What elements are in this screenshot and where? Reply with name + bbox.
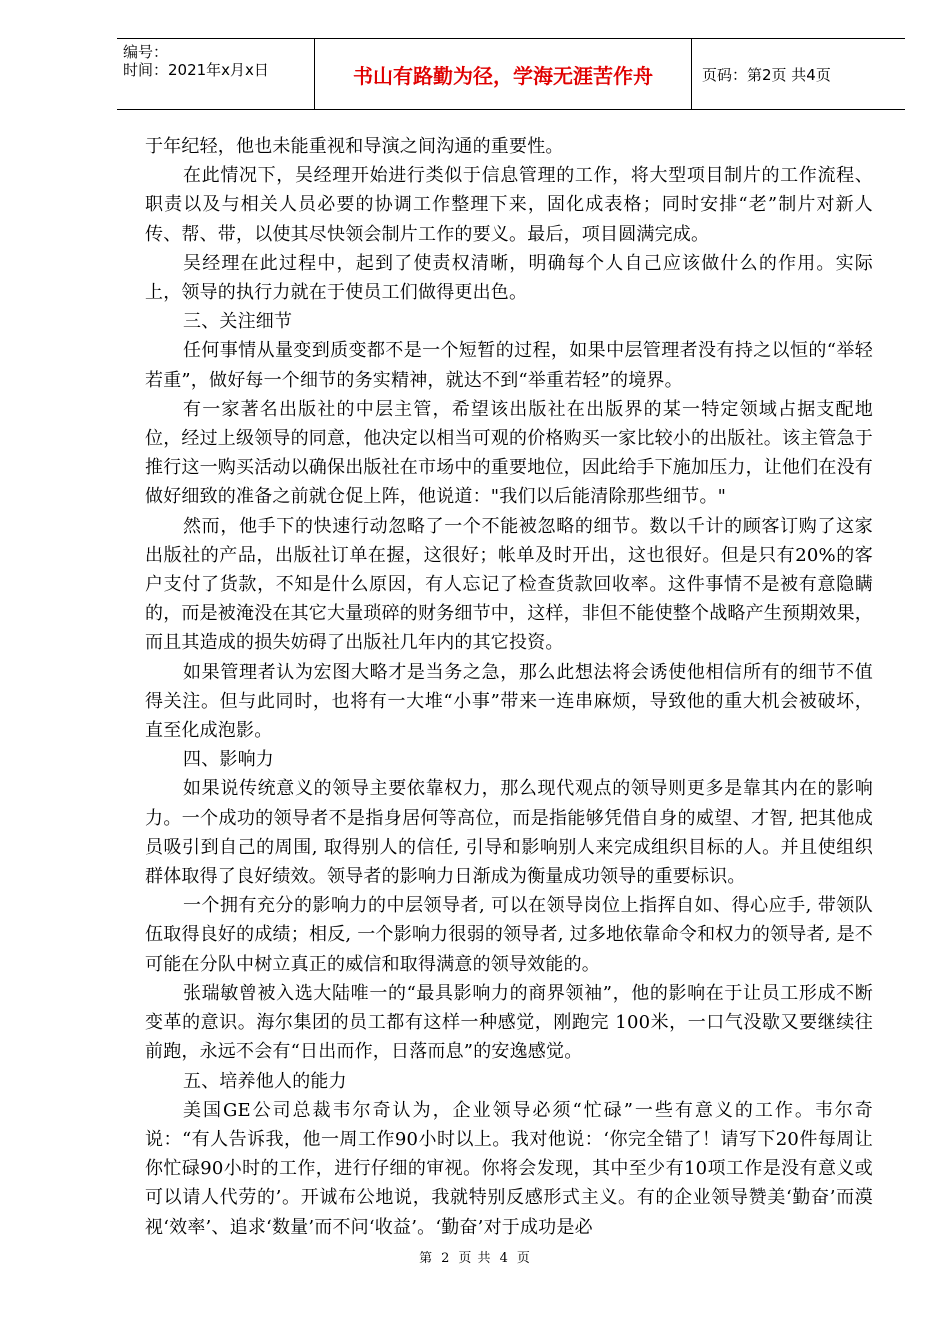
- footer-page-prefix: 第: [419, 1251, 434, 1266]
- footer-page-number: 2: [441, 1251, 451, 1266]
- paragraph: 张瑞敏曾被入选大陆唯一的“最具影响力的商界领袖”，他的影响在于让员工形成不断变革的意识。海尔集团的员工都有这样一种感觉，刚跑完 100米，一口气没歇又要继续往前跑，永远不会有“日出而作，日落而息”的安逸感觉。: [145, 982, 873, 1063]
- paragraph: 有一家著名出版社的中层主管，希望该出版社在出版界的某一特定领域占据支配地位，经过上级领导的同意，他决定以相当可观的价格购买一家比较小的出版社。该主管急于推行这一购买活动以确保出版社在市场中的重要地位，因此给手下施加压力，让他们在没有做好细致的准备之前就仓促上阵，他说道："我们以后能清除那些细节。": [145, 398, 873, 508]
- paragraph: 然而，他手下的快速行动忽略了一个不能被忽略的细节。数以千计的顾客订购了这家出版社的产品，出版社订单在握，这很好；帐单及时开出，这也很好。但是只有20%的客户支付了货款，不知是什么原因，有人忘记了检查货款回收率。这件事情不是被有意隐瞒的，而是被淹没在其它大量琐碎的财务细节中，这样，非但不能使整个战略产生预期效果，而且其造成的损失妨碍了出版社几年内的其它投资。: [145, 515, 873, 654]
- header-motto: 书山有路勤为径，学海无涯苦作舟: [315, 39, 692, 109]
- page-footer: [0, 1247, 950, 1266]
- page-header: [117, 38, 905, 110]
- document-number-label: 编号：: [123, 43, 169, 61]
- header-page-info: 页码：第2页 共4页: [702, 65, 831, 84]
- paragraph: 于年纪轻，他也未能重视和导演之间沟通的重要性。: [145, 136, 564, 157]
- paragraph: 美国GE公司总裁韦尔奇认为，企业领导必须“忙碌”一些有意义的工作。韦尔奇说：“有人告诉我，他一周工作90小时以上。我对他说：‘你完全错了！请写下20件每周让你忙碌90小时的工作，进行仔细的审视。你将会发现，其中至少有10项工作是没有意义或可以请人代劳的’。开诚布公地说，我就特别反感形式主义。有的企业领导赞美‘勤奋’而漠视‘效率’、追求‘数量’而不问‘收益’。‘勤奋’对于成功是必: [145, 1099, 873, 1238]
- section-heading: 五、培养他人的能力: [183, 1070, 347, 1092]
- paragraph: 在此情况下，吴经理开始进行类似于信息管理的工作，将大型项目制片的工作流程、职责以及与相关人员必要的协调工作整理下来，固化成表格；同时安排“老”制片对新人传、帮、带，以使其尽快领会制片工作的要义。最后，项目圆满完成。: [145, 165, 873, 245]
- paragraph: 如果说传统意义的领导主要依靠权力，那么现代观点的领导则更多是靠其内在的影响力。一个成功的领导者不是指身居何等高位，而是指能够凭借自身的威望、才智, 把其他成员吸引到自己的周围, 取得别人的信任, 引导和影响别人来完成组织目标的人。并且使组织群体取得了良好绩效。领导者的影响力日渐成为衡量成功领导的重要标识。: [145, 778, 873, 888]
- section-heading: 三、关注细节: [183, 311, 293, 333]
- footer-page-mid: 页 共: [458, 1251, 492, 1266]
- footer-page-total: 4: [499, 1251, 509, 1266]
- paragraph: 如果管理者认为宏图大略才是当务之急，那么此想法将会诱使他相信所有的细节不值得关注。但与此同时，也将有一大堆“小事”带来一连串麻烦，导致他的重大机会被破坏，直至化成泡影。: [145, 661, 873, 742]
- paragraph: 一个拥有充分的影响力的中层领导者, 可以在领导岗位上指挥自如、得心应手, 带领队伍取得良好的成绩；相反, 一个影响力很弱的领导者, 过多地依靠命令和权力的领导者, 是不可能在分队中树立真正的威信和取得满意的领导效能的。: [145, 895, 873, 975]
- paragraph: 任何事情从量变到质变都不是一个短暂的过程，如果中层管理者没有持之以恒的“举轻若重”，做好每一个细节的务实精神，就达不到“举重若轻”的境界。: [145, 340, 873, 391]
- document-body: [145, 132, 873, 1242]
- header-meta: [117, 39, 315, 109]
- document-time-label: 时间：2021年x月x日: [123, 61, 269, 79]
- section-heading: 四、影响力: [183, 749, 274, 771]
- footer-page-suffix: 页: [516, 1251, 531, 1266]
- paragraph: 吴经理在此过程中，起到了使责权清晰，明确每个人自己应该做什么的作用。实际上，领导的执行力就在于使员工们做得更出色。: [145, 252, 873, 304]
